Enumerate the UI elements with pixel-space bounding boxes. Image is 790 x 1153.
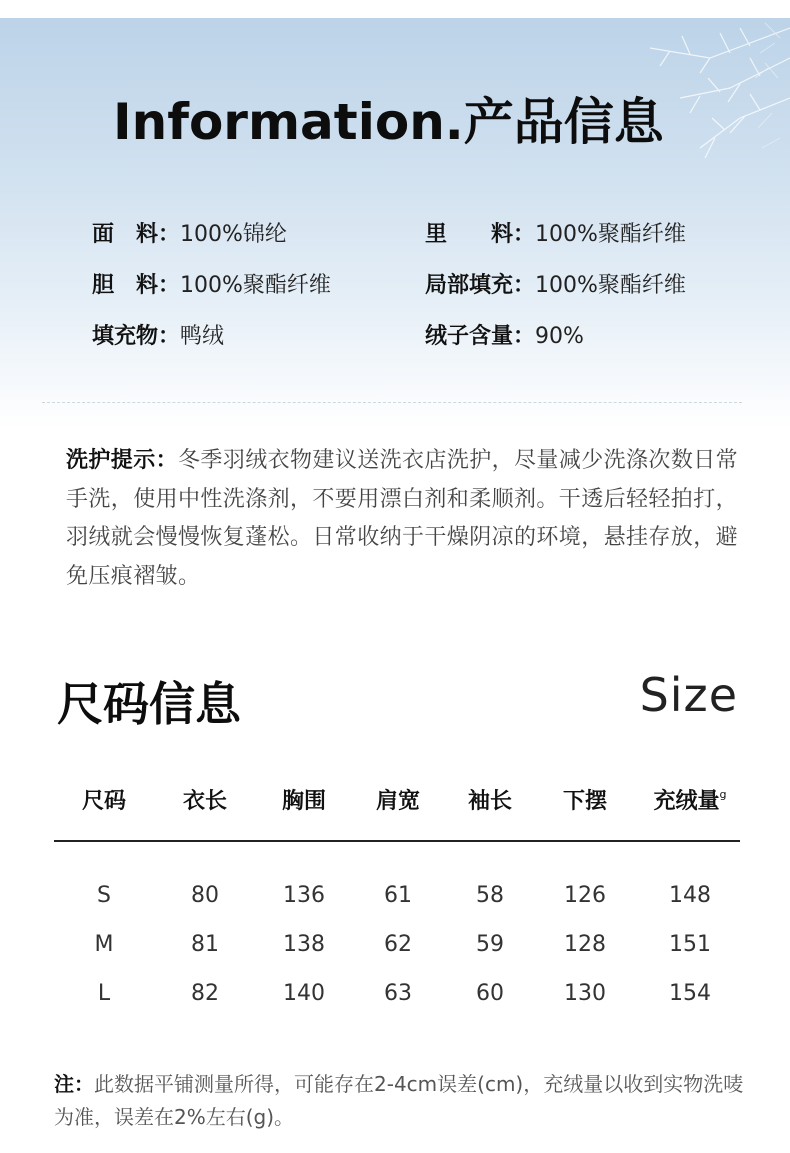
info-value: 100%锦纶	[180, 222, 287, 247]
table-cell: 130	[564, 981, 606, 1006]
info-fabric	[92, 217, 287, 248]
info-value: 90%	[535, 324, 584, 349]
column-header: 肩宽	[375, 789, 420, 814]
unit-suffix: g	[719, 788, 727, 801]
note-label: 注：	[54, 1072, 94, 1096]
info-value: 100%聚酯纤维	[180, 273, 331, 298]
table-cell: 80	[191, 883, 219, 908]
table-cell: 58	[476, 883, 504, 908]
table-cell: 62	[384, 932, 412, 957]
size-section-title-en: Size	[639, 668, 738, 722]
info-value: 100%聚酯纤维	[535, 273, 686, 298]
table-cell: 126	[564, 883, 606, 908]
column-header-down-fill	[640, 784, 740, 815]
table-cell: 59	[476, 932, 504, 957]
table-cell: 82	[191, 981, 219, 1006]
table-cell: 154	[669, 981, 711, 1006]
page-title: Information.产品信息	[113, 93, 664, 151]
table-cell: 128	[564, 932, 606, 957]
info-label: 局部填充：	[425, 273, 536, 298]
info-filling	[92, 319, 224, 350]
divider	[42, 402, 742, 403]
column-header: 下摆	[562, 789, 607, 814]
care-instructions	[66, 442, 756, 596]
care-label: 洗护提示：	[66, 448, 179, 473]
size-section-title: 尺码信息	[57, 677, 241, 731]
table-cell: 140	[283, 981, 325, 1006]
info-label: 胆 料：	[92, 273, 181, 298]
care-text: 冬季羽绒衣物建议送洗衣店洗护，尽量减少洗涤次数日常手洗，使用中性洗涤剂，不要用漂白剂和柔顺剂。干透后轻轻拍打，羽绒就会慢慢恢复蓬松。日常收纳于干燥阴凉的环境，悬挂存放，避免压痕褶皱。	[66, 448, 739, 589]
table-rule	[54, 840, 740, 842]
table-cell: 138	[283, 932, 325, 957]
note-text: 此数据平铺测量所得，可能存在2-4cm误差(cm)，充绒量以收到实物洗唛为准，误差在2%左右(g)。	[54, 1072, 744, 1129]
table-cell: 60	[476, 981, 504, 1006]
table-cell: S	[97, 883, 111, 908]
table-cell: 136	[283, 883, 325, 908]
info-down-content	[425, 319, 584, 350]
info-label: 绒子含量：	[425, 324, 536, 349]
table-cell: 81	[191, 932, 219, 957]
table-cell: 148	[669, 883, 711, 908]
column-header: 袖长	[467, 789, 512, 814]
column-header: 充绒量	[653, 789, 720, 814]
table-cell: M	[94, 932, 114, 957]
table-cell: 151	[669, 932, 711, 957]
info-value: 100%聚酯纤维	[535, 222, 686, 247]
info-inner	[92, 268, 331, 299]
info-label: 里 料：	[425, 222, 536, 247]
table-cell: 63	[384, 981, 412, 1006]
column-header: 尺码	[81, 789, 126, 814]
table-cell: 61	[384, 883, 412, 908]
info-label: 面 料：	[92, 222, 181, 247]
column-header: 胸围	[281, 789, 326, 814]
info-value: 鸭绒	[180, 324, 225, 349]
table-cell: L	[97, 981, 111, 1006]
column-header: 衣长	[182, 789, 227, 814]
footnote	[54, 1068, 754, 1134]
info-label: 填充物：	[92, 324, 181, 349]
info-lining	[425, 217, 686, 248]
info-partial-fill	[425, 268, 686, 299]
